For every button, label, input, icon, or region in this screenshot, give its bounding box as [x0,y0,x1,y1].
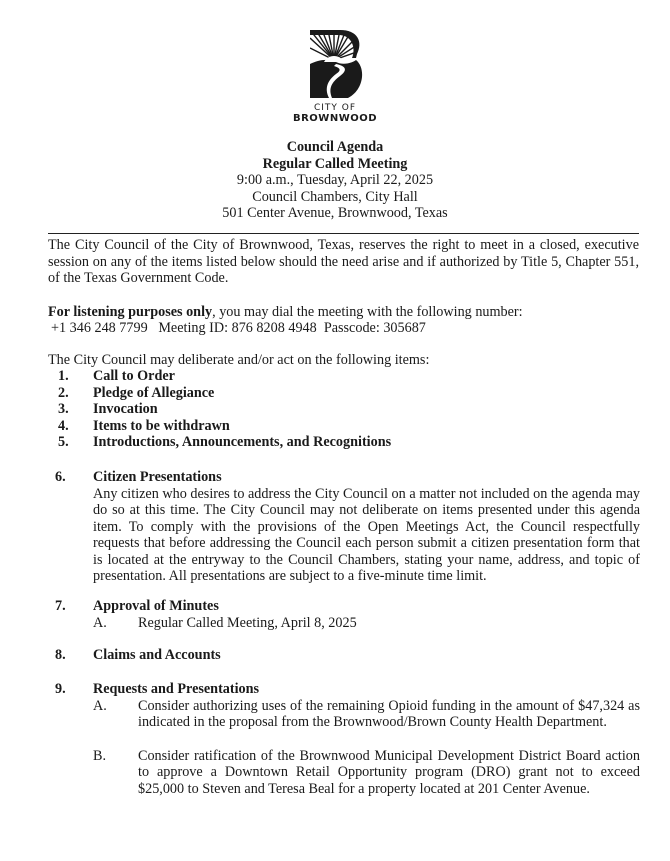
listening-notice-bold: For listening purposes only [48,304,213,320]
sub-item-letter: B. [93,747,107,764]
item-number: 5. [58,434,69,450]
listening-notice [48,304,639,321]
item-number: 9. [55,681,66,697]
sub-item-letter: A. [93,697,107,714]
agenda-item-requests-and-presentations [55,681,640,797]
executive-session-notice: The City Council of the City of Brownwood, Texas, reserves the right to meet in a closed, executive session on any of the items listed below should the need arise and if authorized by Title 5, Chapter 551, of the Texas Government Code. [48,237,639,286]
deliberate-statement: The City Council may deliberate and/or act on the following items: [48,352,430,368]
item-label: Call to Order [93,368,175,384]
item-description: Any citizen who desires to address the City Council on a matter not included on the agenda may do so at this time. The City Council may not deliberate on items presented under this agenda item. To comply with the provisions of the Open Meetings Act, the Council respectfully requests that before addressing the Council each person submit a citizen presentation form that is located at the entryway to the Council Chambers, stating your name, address, and topic of presentation. All presentations are subject to a five-minute time limit. [93,485,640,584]
sub-item [93,748,640,798]
agenda-item-approval-of-minutes [55,598,640,631]
item-label: Invocation [93,401,158,417]
meeting-datetime: 9:00 a.m., Tuesday, April 22, 2025 [236,172,434,188]
logo-brownwood: BROWNWOOD [292,113,378,124]
agenda-item-claims-and-accounts [55,647,640,664]
listening-notice-text: , you may dial the meeting with the following number: [212,304,523,320]
agenda-item [58,385,391,402]
agenda-item [58,418,391,435]
sub-item-text: Regular Called Meeting, April 8, 2025 [138,614,357,631]
sub-item-letter: A. [93,614,107,631]
item-label: Approval of Minutes [93,598,219,614]
item-label: Pledge of Allegiance [93,384,215,401]
sub-item [93,698,640,731]
agenda-item [58,401,391,418]
sub-item [93,615,640,632]
meeting-address: 501 Center Avenue, Brownwood, Texas [222,205,448,221]
item-number: 6. [55,469,66,485]
item-number: 1. [58,368,69,384]
sub-item-text: Consider authorizing uses of the remaining Opioid funding in the amount of $47,324 as indicated in the proposal from the Brownwood/Brown County Health Department. [138,697,640,730]
item-number: 3. [58,401,69,417]
item-label: Claims and Accounts [93,647,221,663]
item-number: 7. [55,598,66,614]
item-number: 2. [58,384,69,401]
sub-item-text: Consider ratification of the Brownwood Municipal Development District Board action to approve a Downtown Retail Opportunity program (DRO) grant not to exceed $25,000 to Steven and Teresa Beal for a property located at 201 Center Avenue. [138,747,640,797]
item-label: Citizen Presentations [93,469,222,485]
item-label: Introductions, Announcements, and Recognitions [93,434,392,450]
agenda-item [58,368,391,385]
item-label: Requests and Presentations [93,681,260,697]
agenda-title: Council Agenda [286,139,384,155]
item-number: 4. [58,417,69,434]
logo-city-of: CITY OF [313,103,357,113]
agenda-header [0,139,670,222]
item-number: 8. [55,647,66,663]
meeting-type: Regular Called Meeting [262,155,408,172]
dial-in-info: +1 346 248 7799 Meeting ID: 876 8208 4948 Passcode: 305687 [51,320,426,336]
meeting-location: Council Chambers, City Hall [252,188,418,205]
header-divider [48,233,639,234]
agenda-item [58,434,391,451]
agenda-items-short [58,368,391,451]
agenda-item-citizen-presentations [55,469,640,585]
item-label: Items to be withdrawn [93,417,230,434]
city-logo [292,28,378,124]
brownwood-b-logo-icon [306,28,364,100]
